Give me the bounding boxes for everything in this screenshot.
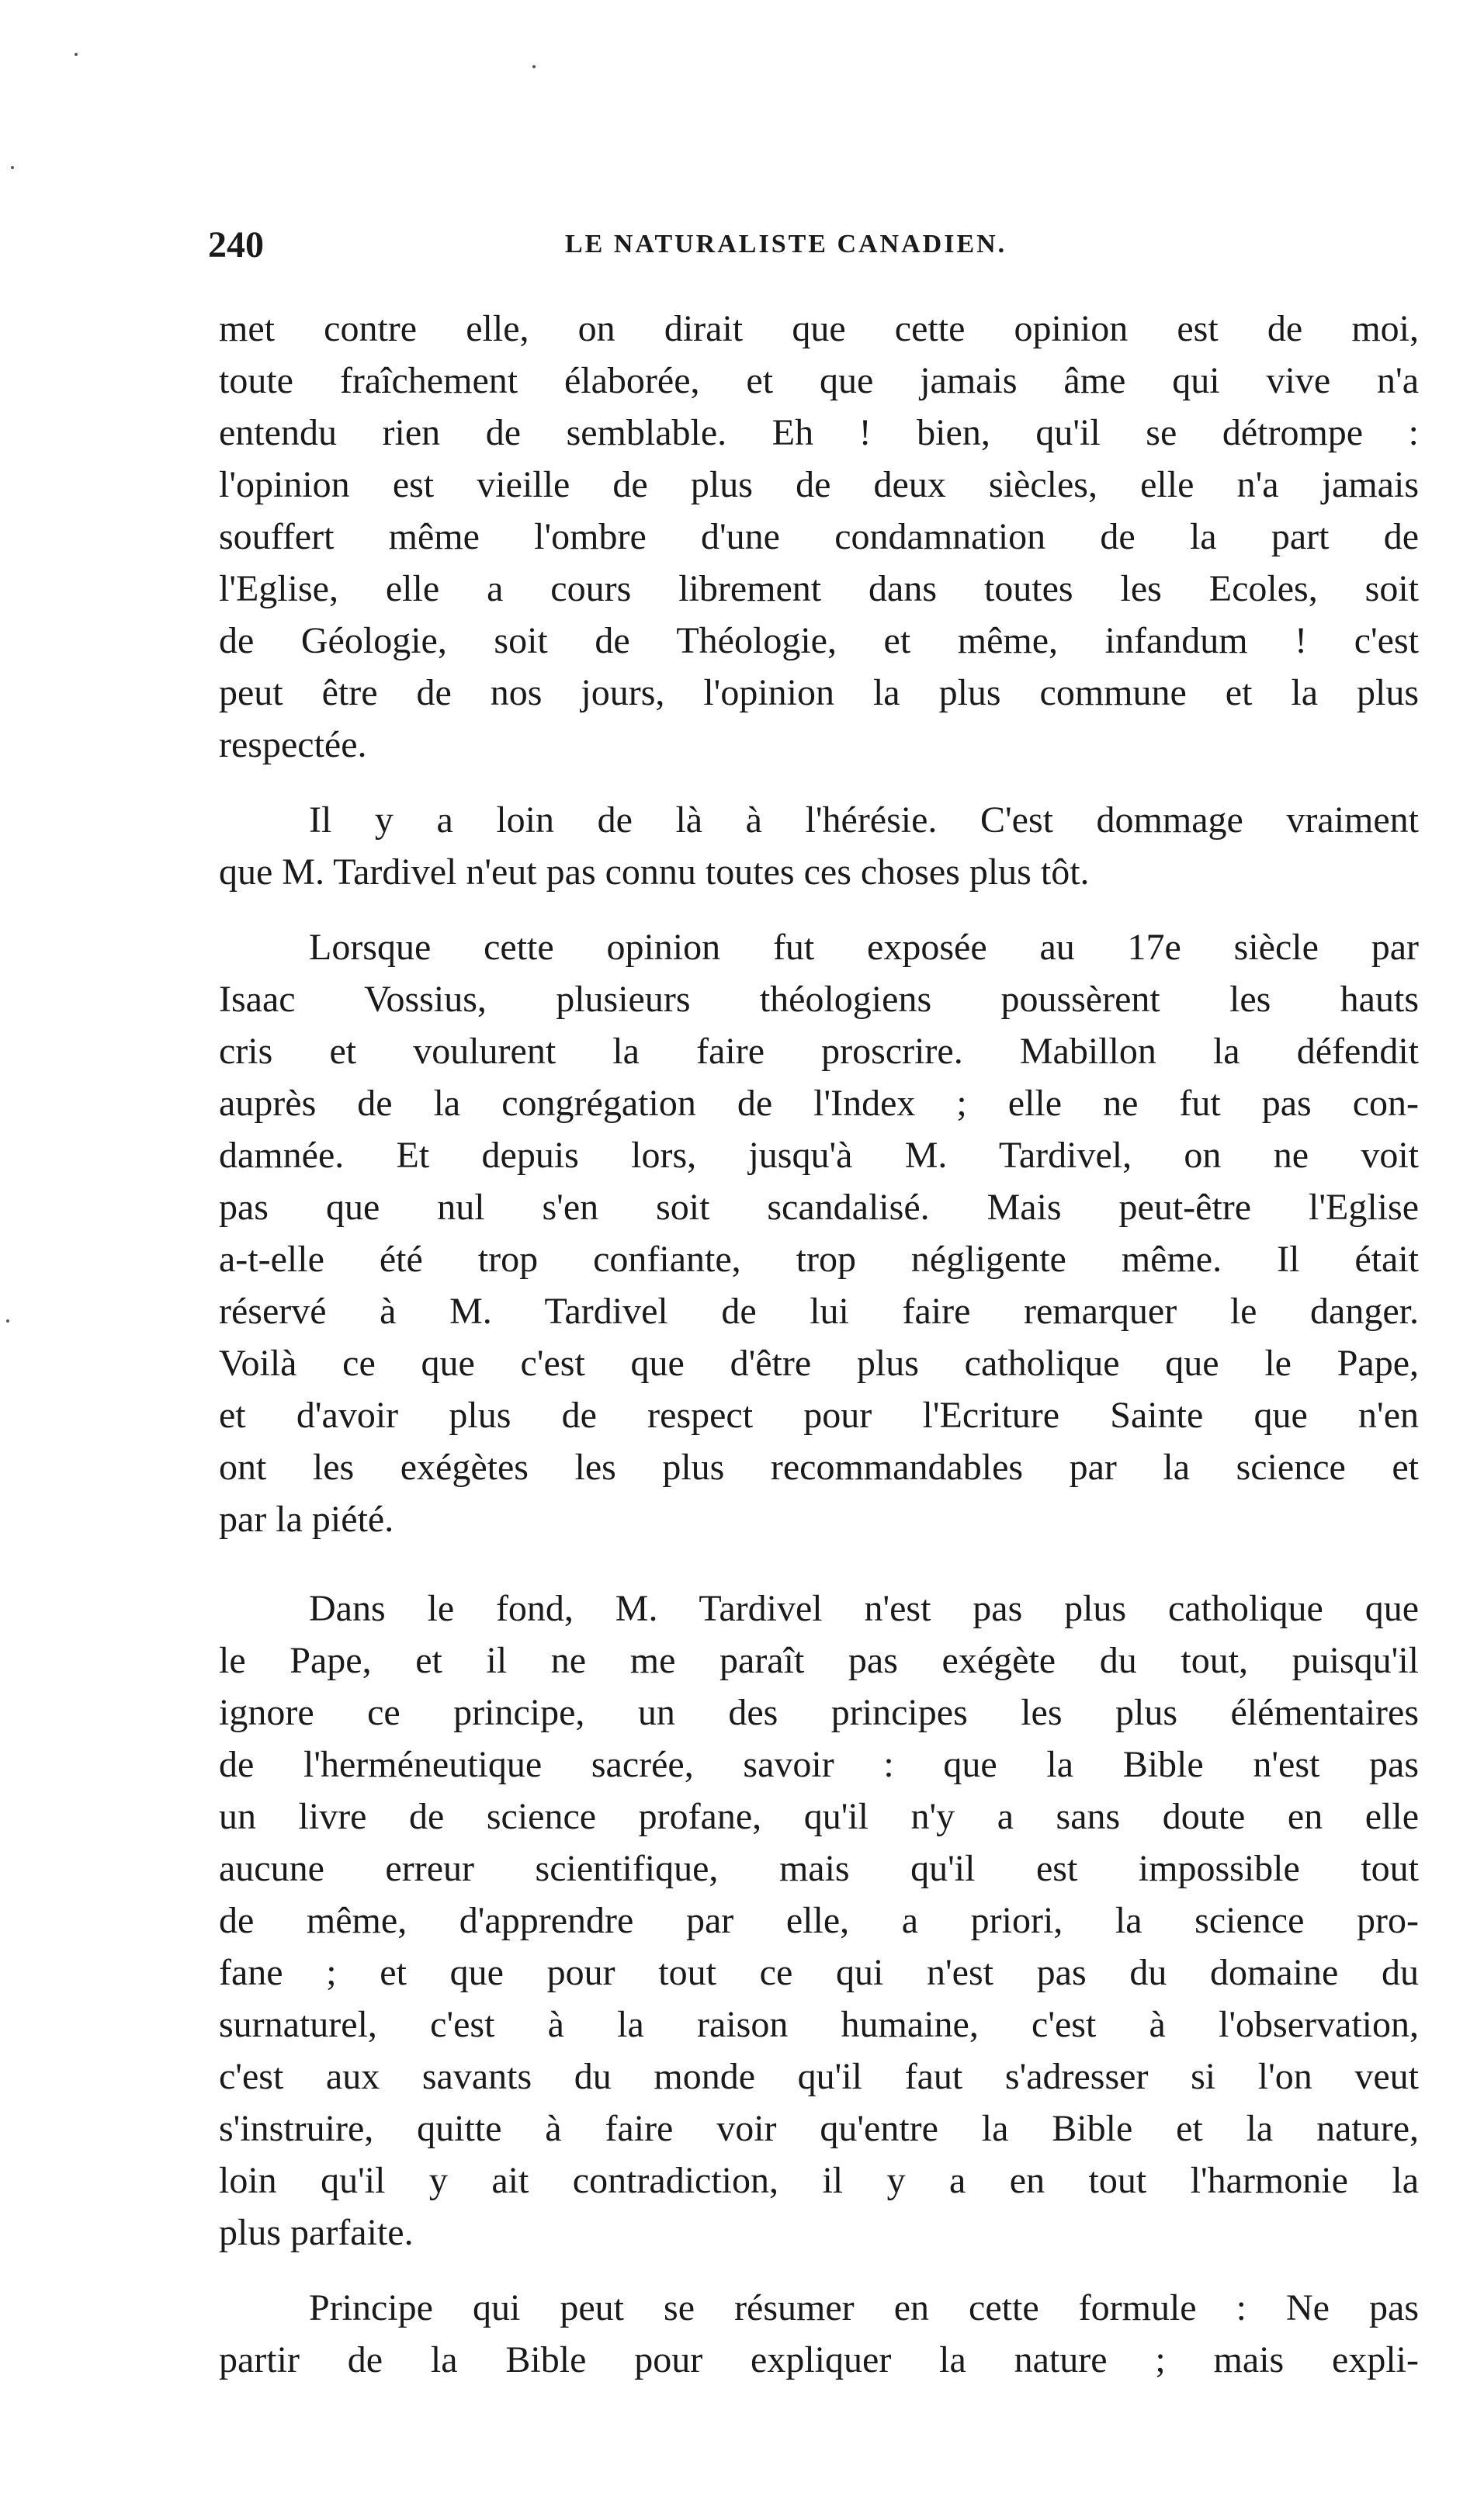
text-line: Il y a loin de là à l'hérésie. C'est dommage vraiment xyxy=(309,799,1419,841)
text-line: Voilà ce que c'est que d'être plus catholique que le Pape, xyxy=(219,1343,1419,1384)
text-line: le Pape, et il ne me paraît pas exégète du tout, puisqu'il xyxy=(219,1640,1419,1681)
page-number: 240 xyxy=(208,224,264,265)
paragraph-1 xyxy=(219,303,1419,771)
text-line: Dans le fond, M. Tardivel n'est pas plus catholique que xyxy=(309,1588,1419,1629)
body-text xyxy=(219,303,1419,2386)
text-line: et d'avoir plus de respect pour l'Ecriture Sainte que n'en xyxy=(219,1395,1419,1436)
text-line: auprès de la congrégation de l'Index ; elle ne fut pas con- xyxy=(219,1083,1419,1124)
text-line: ont les exégètes les plus recommandables par la science et xyxy=(219,1447,1419,1488)
text-line: pas que nul s'en soit scandalisé. Mais peut-être l'Eglise xyxy=(219,1187,1419,1228)
text-line: de l'herméneutique sacrée, savoir : que la Bible n'est pas xyxy=(219,1744,1419,1785)
text-line: fane ; et que pour tout ce qui n'est pas du domaine du xyxy=(219,1952,1419,1993)
text-line: de Géologie, soit de Théologie, et même, infandum ! c'est xyxy=(219,620,1419,661)
text-line: Principe qui peut se résumer en cette formule : Ne pas xyxy=(309,2287,1419,2328)
text-line: met contre elle, on dirait que cette opinion est de moi, xyxy=(219,308,1419,349)
text-line: un livre de science profane, qu'il n'y a sans doute en elle xyxy=(219,1796,1419,1837)
text-line: réservé à M. Tardivel de lui faire remarquer le danger. xyxy=(219,1291,1419,1332)
text-line: a-t-elle été trop confiante, trop négligente même. Il était xyxy=(219,1239,1419,1280)
page-header xyxy=(208,224,1419,270)
text-line: cris et voulurent la faire proscrire. Mabillon la défendit xyxy=(219,1031,1419,1072)
ink-speck xyxy=(532,65,536,68)
paragraph-3 xyxy=(219,921,1419,1545)
running-title: LE NATURALISTE CANADIEN. xyxy=(565,230,1007,258)
text-line: s'instruire, quitte à faire voir qu'entre la Bible et la nature, xyxy=(219,2108,1419,2149)
text-line: par la piété. xyxy=(219,1499,394,1540)
paragraph-5 xyxy=(219,2282,1419,2386)
text-line: respectée. xyxy=(219,724,367,765)
text-line: de même, d'apprendre par elle, a priori, la science pro- xyxy=(219,1900,1419,1941)
ink-speck xyxy=(75,53,78,56)
text-line: entendu rien de semblable. Eh ! bien, qu'il se détrompe : xyxy=(219,412,1419,453)
text-line: loin qu'il y ait contradiction, il y a en tout l'harmonie la xyxy=(219,2160,1419,2201)
text-line: l'opinion est vieille de plus de deux siècles, elle n'a jamais xyxy=(219,464,1419,505)
text-line: souffert même l'ombre d'une condamnation de la part de xyxy=(219,516,1419,557)
paragraph-2 xyxy=(219,794,1419,898)
text-line: peut être de nos jours, l'opinion la plus commune et la plus xyxy=(219,672,1419,713)
paragraph-4 xyxy=(219,1583,1419,2259)
text-line: ignore ce principe, un des principes les plus élémentaires xyxy=(219,1692,1419,1733)
text-line: l'Eglise, elle a cours librement dans toutes les Ecoles, soit xyxy=(219,568,1419,609)
ink-speck xyxy=(6,1319,9,1323)
text-line: plus parfaite. xyxy=(219,2212,414,2253)
text-line: toute fraîchement élaborée, et que jamais âme qui vive n'a xyxy=(219,360,1419,401)
text-line: partir de la Bible pour expliquer la nature ; mais expli- xyxy=(219,2339,1419,2380)
text-line: Isaac Vossius, plusieurs théologiens poussèrent les hauts xyxy=(219,979,1419,1020)
text-line: que M. Tardivel n'eut pas connu toutes ces choses plus tôt. xyxy=(219,851,1090,893)
ink-speck xyxy=(11,166,14,169)
text-line: surnaturel, c'est à la raison humaine, c'est à l'observation, xyxy=(219,2004,1419,2045)
text-line: c'est aux savants du monde qu'il faut s'adresser si l'on veut xyxy=(219,2056,1419,2097)
text-line: damnée. Et depuis lors, jusqu'à M. Tardivel, on ne voit xyxy=(219,1135,1419,1176)
text-line: Lorsque cette opinion fut exposée au 17e siècle par xyxy=(309,927,1419,968)
text-line: aucune erreur scientifique, mais qu'il est impossible tout xyxy=(219,1848,1419,1889)
